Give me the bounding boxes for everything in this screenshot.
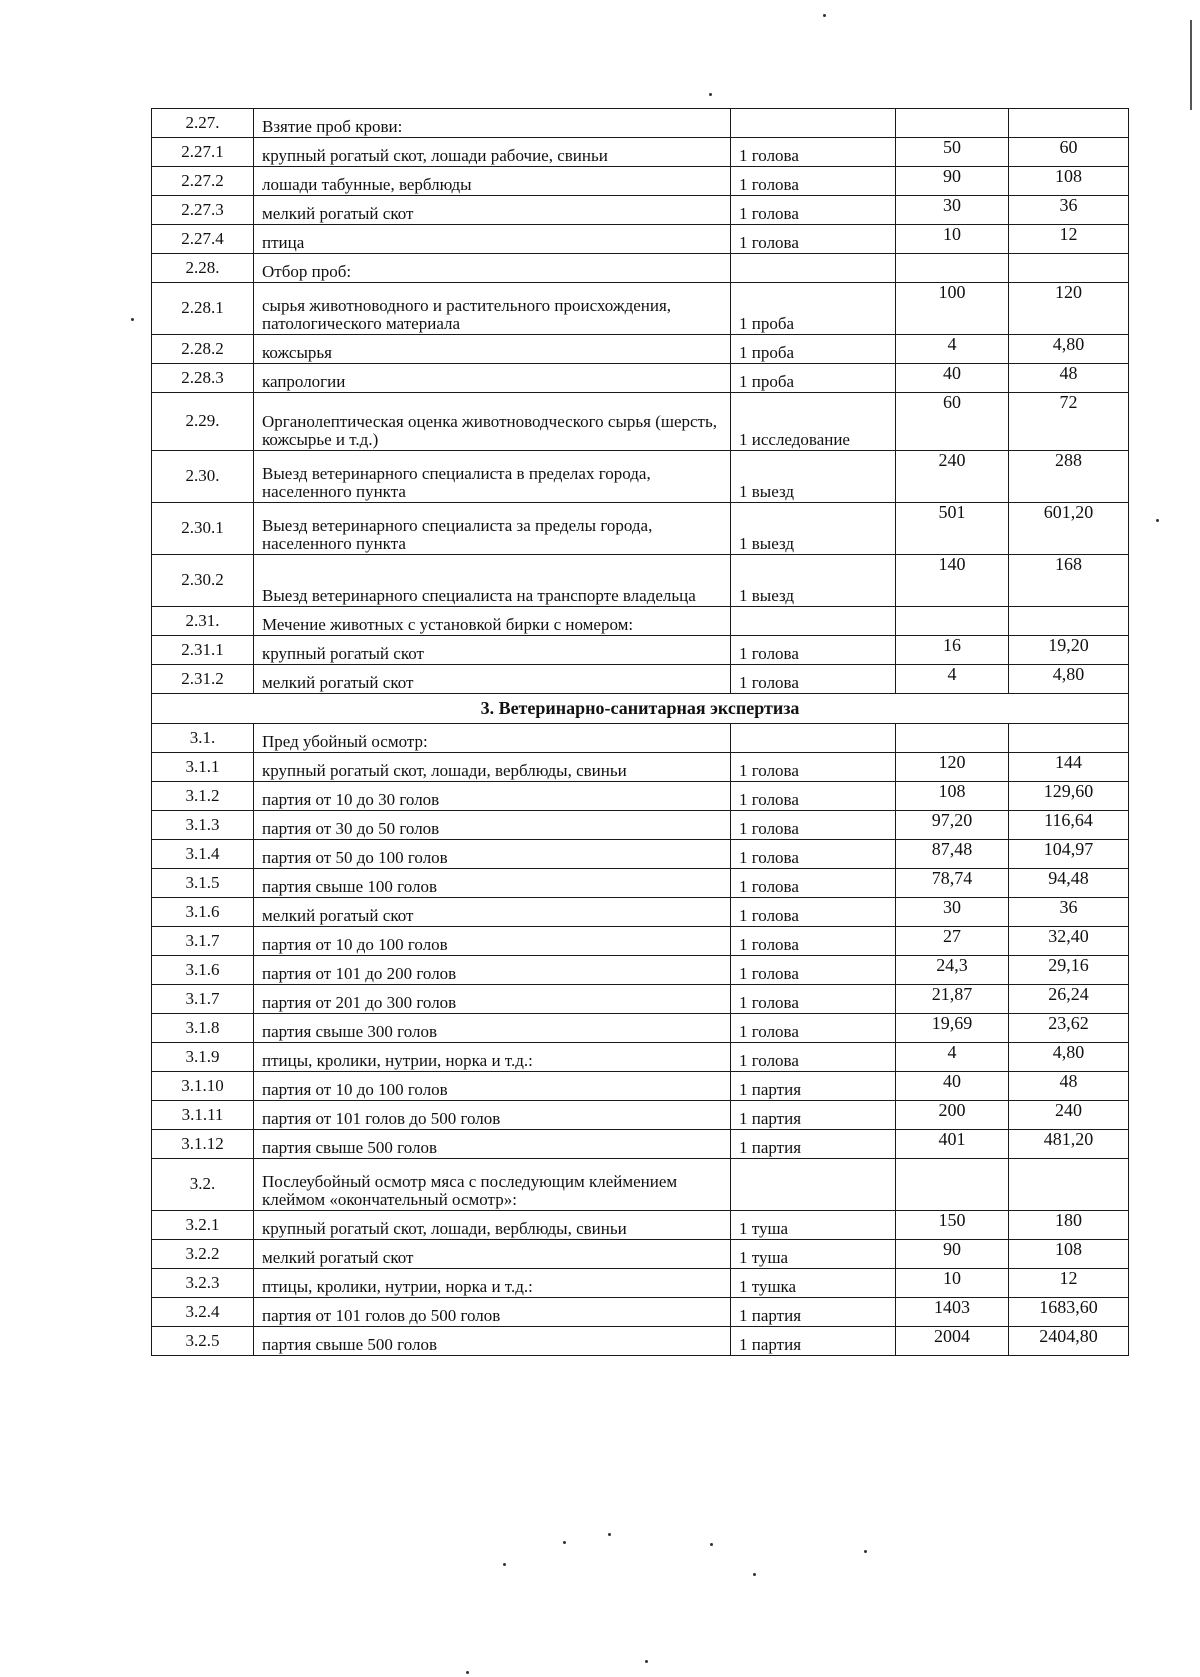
price-with-vat: 129,60 [1009, 782, 1129, 811]
unit-of-measure: 1 голова [731, 225, 896, 254]
table-row [152, 503, 1129, 555]
table-row [152, 665, 1129, 694]
price-without-vat: 78,74 [896, 869, 1009, 898]
item-number: 2.27.2 [152, 167, 254, 196]
item-number: 2.30.2 [152, 555, 254, 607]
item-number: 3.1.5 [152, 869, 254, 898]
service-name: крупный рогатый скот [254, 636, 731, 665]
price-without-vat: 50 [896, 138, 1009, 167]
service-name: партия от 10 до 100 голов [254, 1072, 731, 1101]
price-with-vat: 23,62 [1009, 1014, 1129, 1043]
table-row [152, 555, 1129, 607]
unit-of-measure: 1 голова [731, 869, 896, 898]
item-number: 2.27.1 [152, 138, 254, 167]
price-with-vat: 288 [1009, 451, 1129, 503]
table-row [152, 782, 1129, 811]
unit-of-measure [731, 109, 896, 138]
price-with-vat: 120 [1009, 283, 1129, 335]
item-number: 3.1.8 [152, 1014, 254, 1043]
table-row [152, 753, 1129, 782]
table-row [152, 1043, 1129, 1072]
price-with-vat: 48 [1009, 1072, 1129, 1101]
price-with-vat: 60 [1009, 138, 1129, 167]
table-row [152, 1130, 1129, 1159]
item-number: 3.1.7 [152, 927, 254, 956]
table-row [152, 1327, 1129, 1356]
unit-of-measure: 1 туша [731, 1211, 896, 1240]
price-without-vat: 4 [896, 665, 1009, 694]
tariff-table [151, 108, 1129, 1356]
item-number: 2.28.1 [152, 283, 254, 335]
service-name: Выезд ветеринарного специалиста в пределах города, населенного пункта [254, 451, 731, 503]
unit-of-measure: 1 проба [731, 283, 896, 335]
service-name: птицы, кролики, нутрии, норка и т.д.: [254, 1269, 731, 1298]
price-without-vat [896, 1159, 1009, 1211]
item-number: 3.2.2 [152, 1240, 254, 1269]
unit-of-measure: 1 туша [731, 1240, 896, 1269]
scan-speck [503, 1563, 506, 1566]
price-without-vat: 24,3 [896, 956, 1009, 985]
scan-speck [864, 1550, 867, 1553]
unit-of-measure: 1 голова [731, 1014, 896, 1043]
item-number: 2.28.2 [152, 335, 254, 364]
item-number: 3.1.9 [152, 1043, 254, 1072]
service-name: партия от 201 до 300 голов [254, 985, 731, 1014]
table-row [152, 1014, 1129, 1043]
table-row [152, 840, 1129, 869]
price-with-vat: 116,64 [1009, 811, 1129, 840]
service-name: птицы, кролики, нутрии, норка и т.д.: [254, 1043, 731, 1072]
price-with-vat: 104,97 [1009, 840, 1129, 869]
unit-of-measure: 1 проба [731, 335, 896, 364]
item-number: 2.30.1 [152, 503, 254, 555]
price-with-vat: 4,80 [1009, 665, 1129, 694]
unit-of-measure: 1 голова [731, 665, 896, 694]
price-with-vat [1009, 254, 1129, 283]
service-name: мелкий рогатый скот [254, 665, 731, 694]
table-row [152, 335, 1129, 364]
scan-speck [608, 1533, 611, 1536]
service-name: крупный рогатый скот, лошади, верблюды, свиньи [254, 1211, 731, 1240]
item-number: 3.1.3 [152, 811, 254, 840]
service-name: крупный рогатый скот, лошади, верблюды, свиньи [254, 753, 731, 782]
price-without-vat: 40 [896, 1072, 1009, 1101]
service-name: Отбор проб: [254, 254, 731, 283]
unit-of-measure: 1 голова [731, 753, 896, 782]
price-without-vat: 60 [896, 393, 1009, 451]
table-row [152, 109, 1129, 138]
price-without-vat: 10 [896, 1269, 1009, 1298]
table-row [152, 985, 1129, 1014]
service-name: мелкий рогатый скот [254, 1240, 731, 1269]
service-name: партия от 101 голов до 500 голов [254, 1298, 731, 1327]
table-row [152, 283, 1129, 335]
unit-of-measure: 1 исследование [731, 393, 896, 451]
service-name: партия от 10 до 30 голов [254, 782, 731, 811]
price-with-vat: 168 [1009, 555, 1129, 607]
price-with-vat: 12 [1009, 1269, 1129, 1298]
service-name: партия от 101 до 200 голов [254, 956, 731, 985]
service-name: крупный рогатый скот, лошади рабочие, свиньи [254, 138, 731, 167]
table-row [152, 1298, 1129, 1327]
price-with-vat: 36 [1009, 898, 1129, 927]
price-without-vat: 240 [896, 451, 1009, 503]
service-name: Мечение животных с установкой бирки с номером: [254, 607, 731, 636]
price-without-vat: 97,20 [896, 811, 1009, 840]
service-name: партия от 10 до 100 голов [254, 927, 731, 956]
service-name: Взятие проб крови: [254, 109, 731, 138]
price-with-vat: 48 [1009, 364, 1129, 393]
price-with-vat [1009, 607, 1129, 636]
unit-of-measure: 1 голова [731, 138, 896, 167]
unit-of-measure [731, 1159, 896, 1211]
item-number: 3.1.2 [152, 782, 254, 811]
price-without-vat: 200 [896, 1101, 1009, 1130]
price-without-vat: 90 [896, 167, 1009, 196]
table-row [152, 636, 1129, 665]
unit-of-measure: 1 партия [731, 1101, 896, 1130]
table-row [152, 393, 1129, 451]
unit-of-measure: 1 голова [731, 956, 896, 985]
price-with-vat: 12 [1009, 225, 1129, 254]
price-with-vat: 32,40 [1009, 927, 1129, 956]
unit-of-measure: 1 выезд [731, 451, 896, 503]
price-without-vat: 401 [896, 1130, 1009, 1159]
price-without-vat: 4 [896, 1043, 1009, 1072]
unit-of-measure: 1 голова [731, 782, 896, 811]
price-without-vat: 16 [896, 636, 1009, 665]
price-without-vat: 30 [896, 898, 1009, 927]
item-number: 3.2.3 [152, 1269, 254, 1298]
item-number: 3.1.10 [152, 1072, 254, 1101]
price-without-vat: 19,69 [896, 1014, 1009, 1043]
service-name: партия свыше 100 голов [254, 869, 731, 898]
unit-of-measure: 1 голова [731, 811, 896, 840]
price-without-vat: 90 [896, 1240, 1009, 1269]
scan-speck [753, 1573, 756, 1576]
unit-of-measure: 1 голова [731, 840, 896, 869]
price-with-vat [1009, 724, 1129, 753]
unit-of-measure: 1 партия [731, 1130, 896, 1159]
price-with-vat: 601,20 [1009, 503, 1129, 555]
item-number: 3.1.1 [152, 753, 254, 782]
price-without-vat: 10 [896, 225, 1009, 254]
price-without-vat: 30 [896, 196, 1009, 225]
scan-speck [709, 93, 712, 96]
item-number: 3.1.12 [152, 1130, 254, 1159]
price-without-vat [896, 607, 1009, 636]
price-with-vat: 108 [1009, 167, 1129, 196]
unit-of-measure: 1 партия [731, 1327, 896, 1356]
unit-of-measure: 1 партия [731, 1298, 896, 1327]
price-without-vat [896, 109, 1009, 138]
scan-speck [1156, 519, 1159, 522]
item-number: 2.31.2 [152, 665, 254, 694]
price-with-vat: 72 [1009, 393, 1129, 451]
price-without-vat: 21,87 [896, 985, 1009, 1014]
item-number: 3.2. [152, 1159, 254, 1211]
price-with-vat: 144 [1009, 753, 1129, 782]
price-without-vat: 140 [896, 555, 1009, 607]
unit-of-measure: 1 голова [731, 196, 896, 225]
item-number: 2.31. [152, 607, 254, 636]
price-with-vat: 481,20 [1009, 1130, 1129, 1159]
price-with-vat: 2404,80 [1009, 1327, 1129, 1356]
item-number: 3.1. [152, 724, 254, 753]
price-without-vat: 150 [896, 1211, 1009, 1240]
service-name: кожсырья [254, 335, 731, 364]
scan-speck [131, 318, 134, 321]
item-number: 2.28.3 [152, 364, 254, 393]
item-number: 2.30. [152, 451, 254, 503]
price-without-vat: 1403 [896, 1298, 1009, 1327]
unit-of-measure: 1 голова [731, 985, 896, 1014]
table-row [152, 196, 1129, 225]
price-with-vat: 1683,60 [1009, 1298, 1129, 1327]
item-number: 3.2.4 [152, 1298, 254, 1327]
table-row [152, 167, 1129, 196]
table-row [152, 1072, 1129, 1101]
unit-of-measure: 1 выезд [731, 503, 896, 555]
unit-of-measure: 1 выезд [731, 555, 896, 607]
item-number: 3.1.11 [152, 1101, 254, 1130]
table-row [152, 138, 1129, 167]
service-name: мелкий рогатый скот [254, 196, 731, 225]
price-without-vat: 108 [896, 782, 1009, 811]
service-name: партия свыше 500 голов [254, 1327, 731, 1356]
item-number: 3.1.4 [152, 840, 254, 869]
unit-of-measure: 1 голова [731, 636, 896, 665]
item-number: 2.27.4 [152, 225, 254, 254]
item-number: 2.27. [152, 109, 254, 138]
service-name: мелкий рогатый скот [254, 898, 731, 927]
service-name: партия свыше 500 голов [254, 1130, 731, 1159]
service-name: сырья животноводного и растительного происхождения, патологического материала [254, 283, 731, 335]
item-number: 3.2.1 [152, 1211, 254, 1240]
price-without-vat [896, 254, 1009, 283]
item-number: 2.27.3 [152, 196, 254, 225]
price-without-vat: 2004 [896, 1327, 1009, 1356]
scan-speck [823, 14, 826, 17]
price-with-vat: 29,16 [1009, 956, 1129, 985]
price-without-vat: 4 [896, 335, 1009, 364]
service-name: партия от 101 голов до 500 голов [254, 1101, 731, 1130]
table-row [152, 254, 1129, 283]
price-with-vat [1009, 109, 1129, 138]
service-name: партия от 50 до 100 голов [254, 840, 731, 869]
price-without-vat: 501 [896, 503, 1009, 555]
price-with-vat: 94,48 [1009, 869, 1129, 898]
table-row [152, 1159, 1129, 1211]
item-number: 3.1.6 [152, 956, 254, 985]
service-name: Органолептическая оценка животноводческого сырья (шерсть, кожсырье и т.д.) [254, 393, 731, 451]
price-with-vat: 4,80 [1009, 1043, 1129, 1072]
section-header-row [152, 694, 1129, 724]
table-row [152, 1269, 1129, 1298]
scan-speck [710, 1543, 713, 1546]
item-number: 2.31.1 [152, 636, 254, 665]
price-without-vat: 120 [896, 753, 1009, 782]
scan-speck [466, 1671, 469, 1674]
item-number: 2.28. [152, 254, 254, 283]
table-row [152, 225, 1129, 254]
table-row [152, 724, 1129, 753]
table-row [152, 1240, 1129, 1269]
item-number: 2.29. [152, 393, 254, 451]
service-name: партия свыше 300 голов [254, 1014, 731, 1043]
service-name: птица [254, 225, 731, 254]
price-with-vat: 4,80 [1009, 335, 1129, 364]
table-row [152, 956, 1129, 985]
service-name: партия от 30 до 50 голов [254, 811, 731, 840]
table-row [152, 927, 1129, 956]
price-with-vat: 108 [1009, 1240, 1129, 1269]
price-without-vat: 40 [896, 364, 1009, 393]
item-number: 3.1.7 [152, 985, 254, 1014]
section-title: 3. Ветеринарно-санитарная экспертиза [152, 694, 1129, 724]
scan-speck [563, 1541, 566, 1544]
price-with-vat [1009, 1159, 1129, 1211]
table-row [152, 1101, 1129, 1130]
price-with-vat: 19,20 [1009, 636, 1129, 665]
unit-of-measure: 1 проба [731, 364, 896, 393]
price-with-vat: 26,24 [1009, 985, 1129, 1014]
tariff-table-body [152, 109, 1129, 1356]
unit-of-measure: 1 голова [731, 1043, 896, 1072]
service-name: капрологии [254, 364, 731, 393]
unit-of-measure: 1 голова [731, 167, 896, 196]
table-row [152, 364, 1129, 393]
service-name: Послеубойный осмотр мяса с последующим клеймением клеймом «окончательный осмотр»: [254, 1159, 731, 1211]
item-number: 3.1.6 [152, 898, 254, 927]
price-without-vat: 100 [896, 283, 1009, 335]
table-row [152, 1211, 1129, 1240]
unit-of-measure: 1 голова [731, 898, 896, 927]
unit-of-measure [731, 724, 896, 753]
price-without-vat: 27 [896, 927, 1009, 956]
scan-edge-mark [1190, 20, 1192, 110]
table-row [152, 811, 1129, 840]
table-row [152, 451, 1129, 503]
service-name: Пред убойный осмотр: [254, 724, 731, 753]
service-name: Выезд ветеринарного специалиста за пределы города, населенного пункта [254, 503, 731, 555]
table-row [152, 607, 1129, 636]
unit-of-measure [731, 607, 896, 636]
table-row [152, 898, 1129, 927]
unit-of-measure: 1 партия [731, 1072, 896, 1101]
price-with-vat: 180 [1009, 1211, 1129, 1240]
price-without-vat: 87,48 [896, 840, 1009, 869]
service-name: лошади табунные, верблюды [254, 167, 731, 196]
price-with-vat: 36 [1009, 196, 1129, 225]
scan-speck [645, 1660, 648, 1663]
table-row [152, 869, 1129, 898]
service-name: Выезд ветеринарного специалиста на транспорте владельца [254, 555, 731, 607]
unit-of-measure: 1 голова [731, 927, 896, 956]
unit-of-measure [731, 254, 896, 283]
price-with-vat: 240 [1009, 1101, 1129, 1130]
price-without-vat [896, 724, 1009, 753]
unit-of-measure: 1 тушка [731, 1269, 896, 1298]
item-number: 3.2.5 [152, 1327, 254, 1356]
